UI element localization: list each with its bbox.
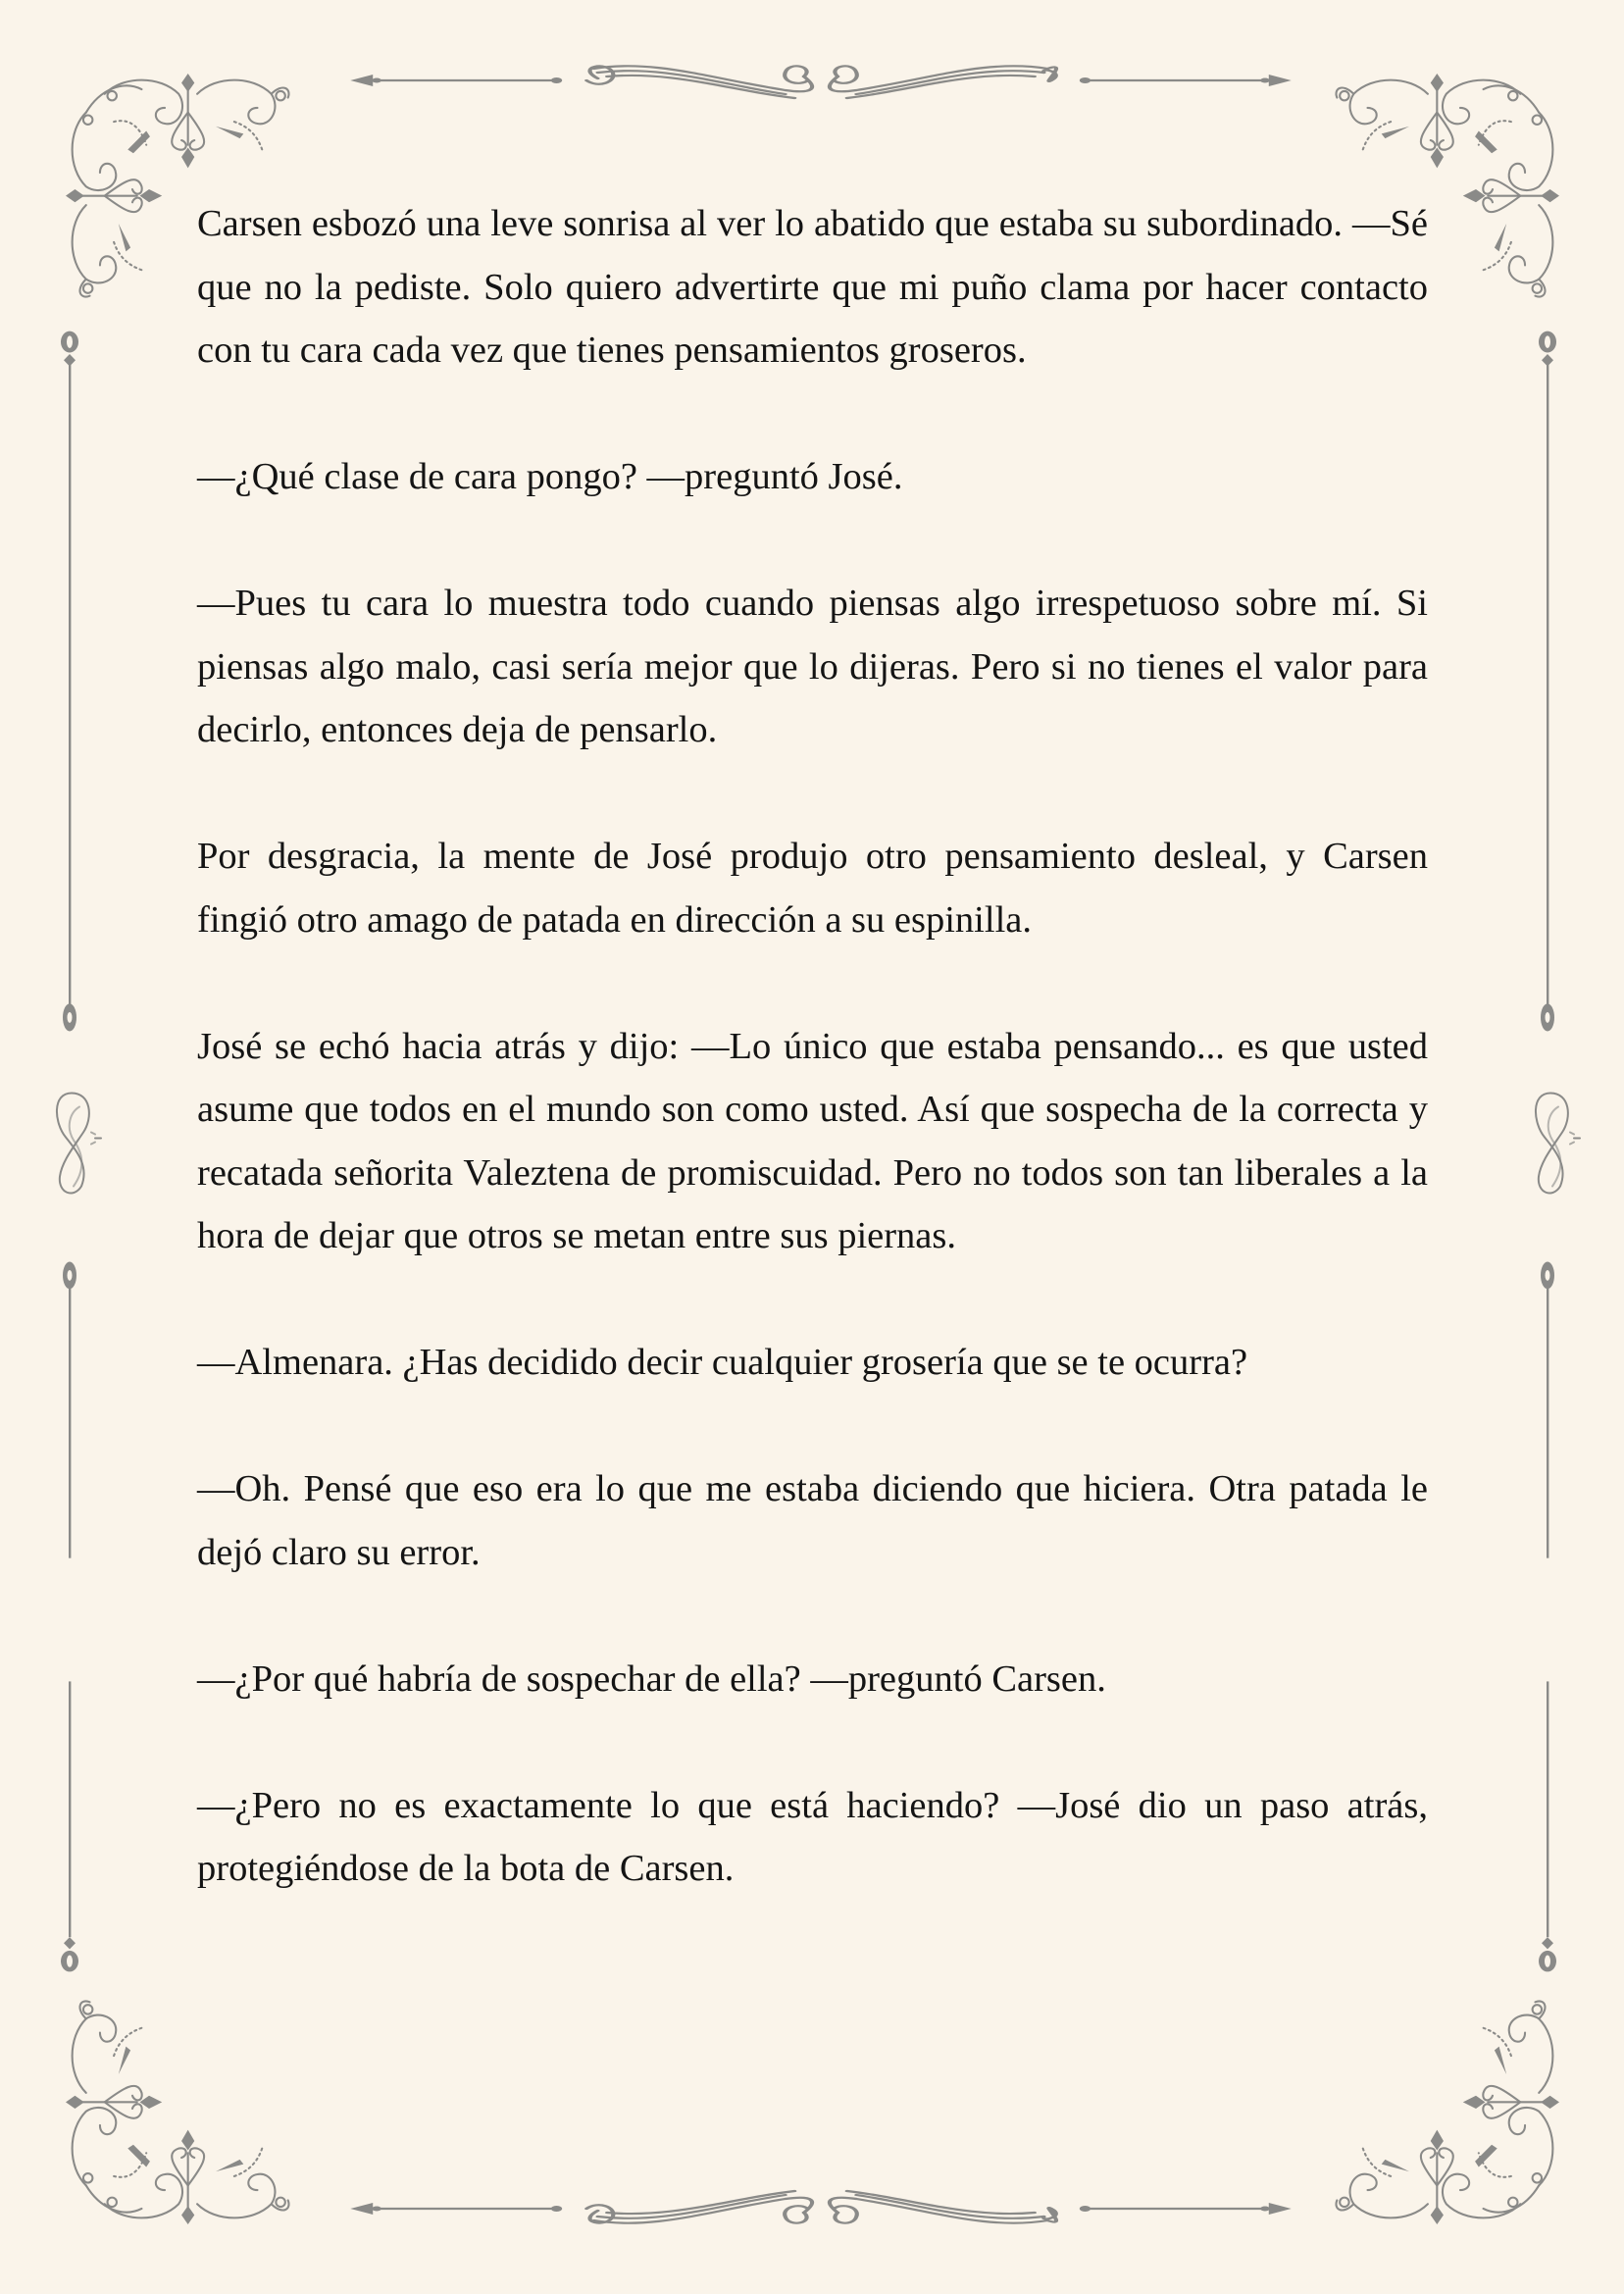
top-scroll-divider-icon (335, 39, 1306, 122)
paragraph: —¿Qué clase de cara pongo? —preguntó José. (197, 456, 903, 497)
left-pendant-rule-icon (60, 327, 79, 1033)
paragraph: —Almenara. ¿Has decidido decir cualquier grosería que se te ocurra? (197, 1342, 1248, 1383)
right-pendant-rule-bottom-icon (1538, 1260, 1557, 1976)
paragraph: José se echó hacia atrás y dijo: —Lo único que estaba pensando... es que usted asume que todos en el mundo son como usted. Así que sospecha de la correcta y recatada señorita Valeztena de promiscuidad. Pero no todos son tan liberales a la hora de dejar que otros se metan entre sus piernas. (197, 1025, 1428, 1256)
right-infinity-knot-icon (1523, 1071, 1584, 1218)
bottom-scroll-divider-icon (335, 2167, 1306, 2250)
paragraph: —Oh. Pensé que eso era lo que me estaba diciendo que hiciera. Otra patada le dejó claro su error. (197, 1468, 1428, 1573)
paragraph: Carsen esbozó una leve sonrisa al ver lo abatido que estaba su subordinado. —Sé que no la pediste. Solo quiero advertirte que mi puño clama por hacer contacto con tu cara cada vez que tienes pensamientos groseros. (197, 203, 1428, 371)
bottom-left-flourish-icon (49, 1991, 299, 2241)
paragraph: —Pues tu cara lo muestra todo cuando piensas algo irrespetuoso sobre mí. Si piensas algo malo, casi sería mejor que lo dijeras. Pero si no tienes el valor para decirlo, entonces deja de pensarlo. (197, 583, 1428, 750)
paragraph: —¿Por qué habría de sospechar de ella? —preguntó Carsen. (197, 1657, 1106, 1700)
right-pendant-rule-icon (1538, 327, 1557, 1033)
body-text (197, 192, 1428, 1963)
paragraph: —¿Pero no es exactamente lo que está haciendo? —José dio un paso atrás, protegiéndose de la bota de Carsen. (197, 1784, 1428, 1889)
bottom-right-flourish-icon (1326, 1991, 1576, 2241)
paragraph: Por desgracia, la mente de José produjo otro pensamiento desleal, y Carsen fingió otro amago de patada en dirección a su espinilla. (197, 836, 1428, 941)
left-infinity-knot-icon (44, 1071, 105, 1218)
left-pendant-rule-bottom-icon (60, 1260, 79, 1976)
